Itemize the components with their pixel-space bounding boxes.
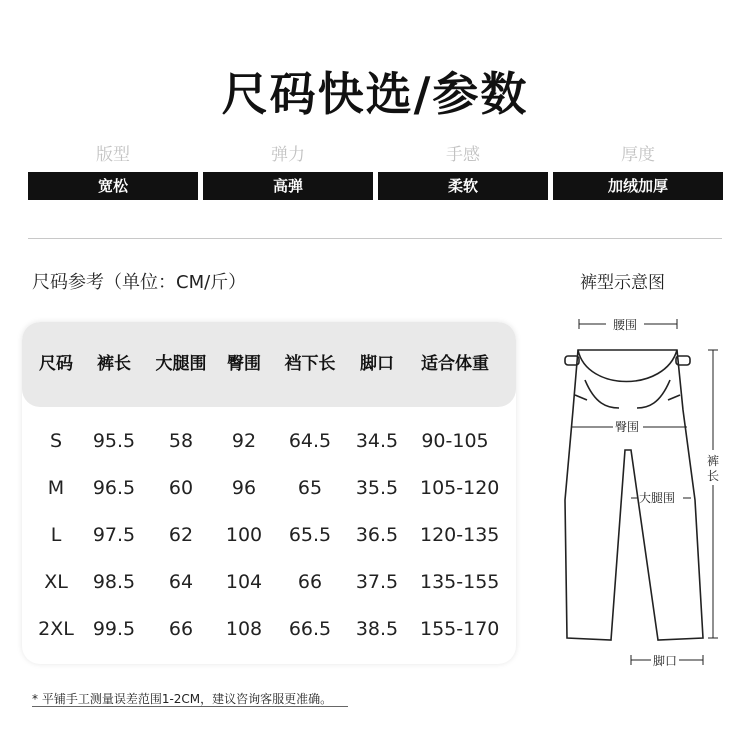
hip-panel-right — [637, 380, 670, 408]
table-cell-hem: 35.5 — [355, 477, 399, 499]
length-label-2: 长 — [707, 469, 720, 483]
attribute-elasticity — [203, 142, 373, 200]
table-cell-hem: 37.5 — [355, 571, 399, 593]
section-divider — [28, 238, 722, 239]
attribute-label: 手感 — [446, 145, 480, 165]
table-cell-size: XL — [44, 571, 68, 593]
attribute-label: 厚度 — [621, 145, 655, 165]
table-cell-inseam: 66.5 — [288, 618, 332, 640]
table-header-hip: 臀围 — [227, 354, 261, 374]
table-cell-length: 99.5 — [92, 618, 136, 640]
table-cell-thigh: 58 — [168, 430, 194, 452]
hem-label: 脚口 — [653, 654, 678, 668]
table-cell-size: L — [50, 524, 62, 546]
page-title: 尺码快选/参数 — [221, 67, 529, 121]
table-cell-length: 95.5 — [92, 430, 136, 452]
table-cell-length: 98.5 — [92, 571, 136, 593]
table-cell-thigh: 62 — [168, 524, 194, 546]
waist-label: 腰围 — [613, 318, 638, 332]
hip-label: 臀围 — [615, 420, 640, 434]
waistband — [578, 350, 677, 382]
table-cell-hip: 92 — [231, 430, 257, 452]
table-cell-hip: 108 — [225, 618, 263, 640]
table-header-thigh: 大腿围 — [155, 354, 207, 374]
attribute-value: 加绒加厚 — [553, 172, 723, 200]
size-reference-title: 尺码参考（单位：CM/斤） — [32, 272, 247, 293]
table-cell-weight: 155-170 — [420, 618, 500, 640]
table-header-inseam: 裆下长 — [284, 354, 336, 374]
footnote: * 平铺手工测量误差范围1-2CM，建议咨询客服更准确。 — [32, 692, 333, 706]
table-cell-hem: 38.5 — [355, 618, 399, 640]
attribute-thickness — [553, 142, 723, 200]
table-cell-inseam: 66 — [297, 571, 323, 593]
table-cell-hem: 36.5 — [355, 524, 399, 546]
table-header-length: 裤长 — [97, 354, 131, 374]
table-header-hem: 脚口 — [360, 354, 394, 374]
attribute-feel — [378, 142, 548, 200]
table-cell-hip: 96 — [231, 477, 257, 499]
table-cell-weight: 135-155 — [420, 571, 500, 593]
pants-outline — [565, 350, 703, 640]
footnote-underline — [32, 706, 348, 707]
table-cell-weight: 90-105 — [421, 430, 489, 452]
attribute-value: 柔软 — [378, 172, 548, 200]
table-cell-size: S — [49, 430, 63, 452]
table-cell-hip: 100 — [225, 524, 263, 546]
length-dimension-line — [708, 350, 718, 638]
table-cell-length: 96.5 — [92, 477, 136, 499]
pants-diagram — [545, 300, 745, 690]
table-cell-thigh: 66 — [168, 618, 194, 640]
table-header-weight: 适合体重 — [421, 354, 489, 374]
thigh-label: 大腿围 — [639, 491, 676, 505]
hip-panel-left — [585, 380, 619, 408]
table-cell-inseam: 65.5 — [288, 524, 332, 546]
table-cell-inseam: 65 — [297, 477, 323, 499]
table-cell-size: 2XL — [38, 618, 74, 640]
table-cell-hem: 34.5 — [355, 430, 399, 452]
length-label-1: 裤 — [707, 454, 720, 468]
table-cell-thigh: 60 — [168, 477, 194, 499]
table-cell-thigh: 64 — [168, 571, 194, 593]
table-cell-weight: 105-120 — [420, 477, 500, 499]
pocket-left — [575, 395, 587, 400]
table-cell-size: M — [47, 477, 65, 499]
table-cell-length: 97.5 — [92, 524, 136, 546]
attribute-value: 高弹 — [203, 172, 373, 200]
table-cell-inseam: 64.5 — [288, 430, 332, 452]
attribute-label: 弹力 — [271, 145, 305, 165]
attribute-fit — [28, 142, 198, 200]
size-table — [22, 322, 516, 664]
table-cell-weight: 120-135 — [420, 524, 500, 546]
pocket-right — [668, 395, 680, 400]
attribute-value: 宽松 — [28, 172, 198, 200]
table-header-size: 尺码 — [39, 354, 73, 374]
diagram-title: 裤型示意图 — [580, 273, 665, 293]
attribute-label: 版型 — [96, 145, 130, 165]
table-cell-hip: 104 — [225, 571, 263, 593]
